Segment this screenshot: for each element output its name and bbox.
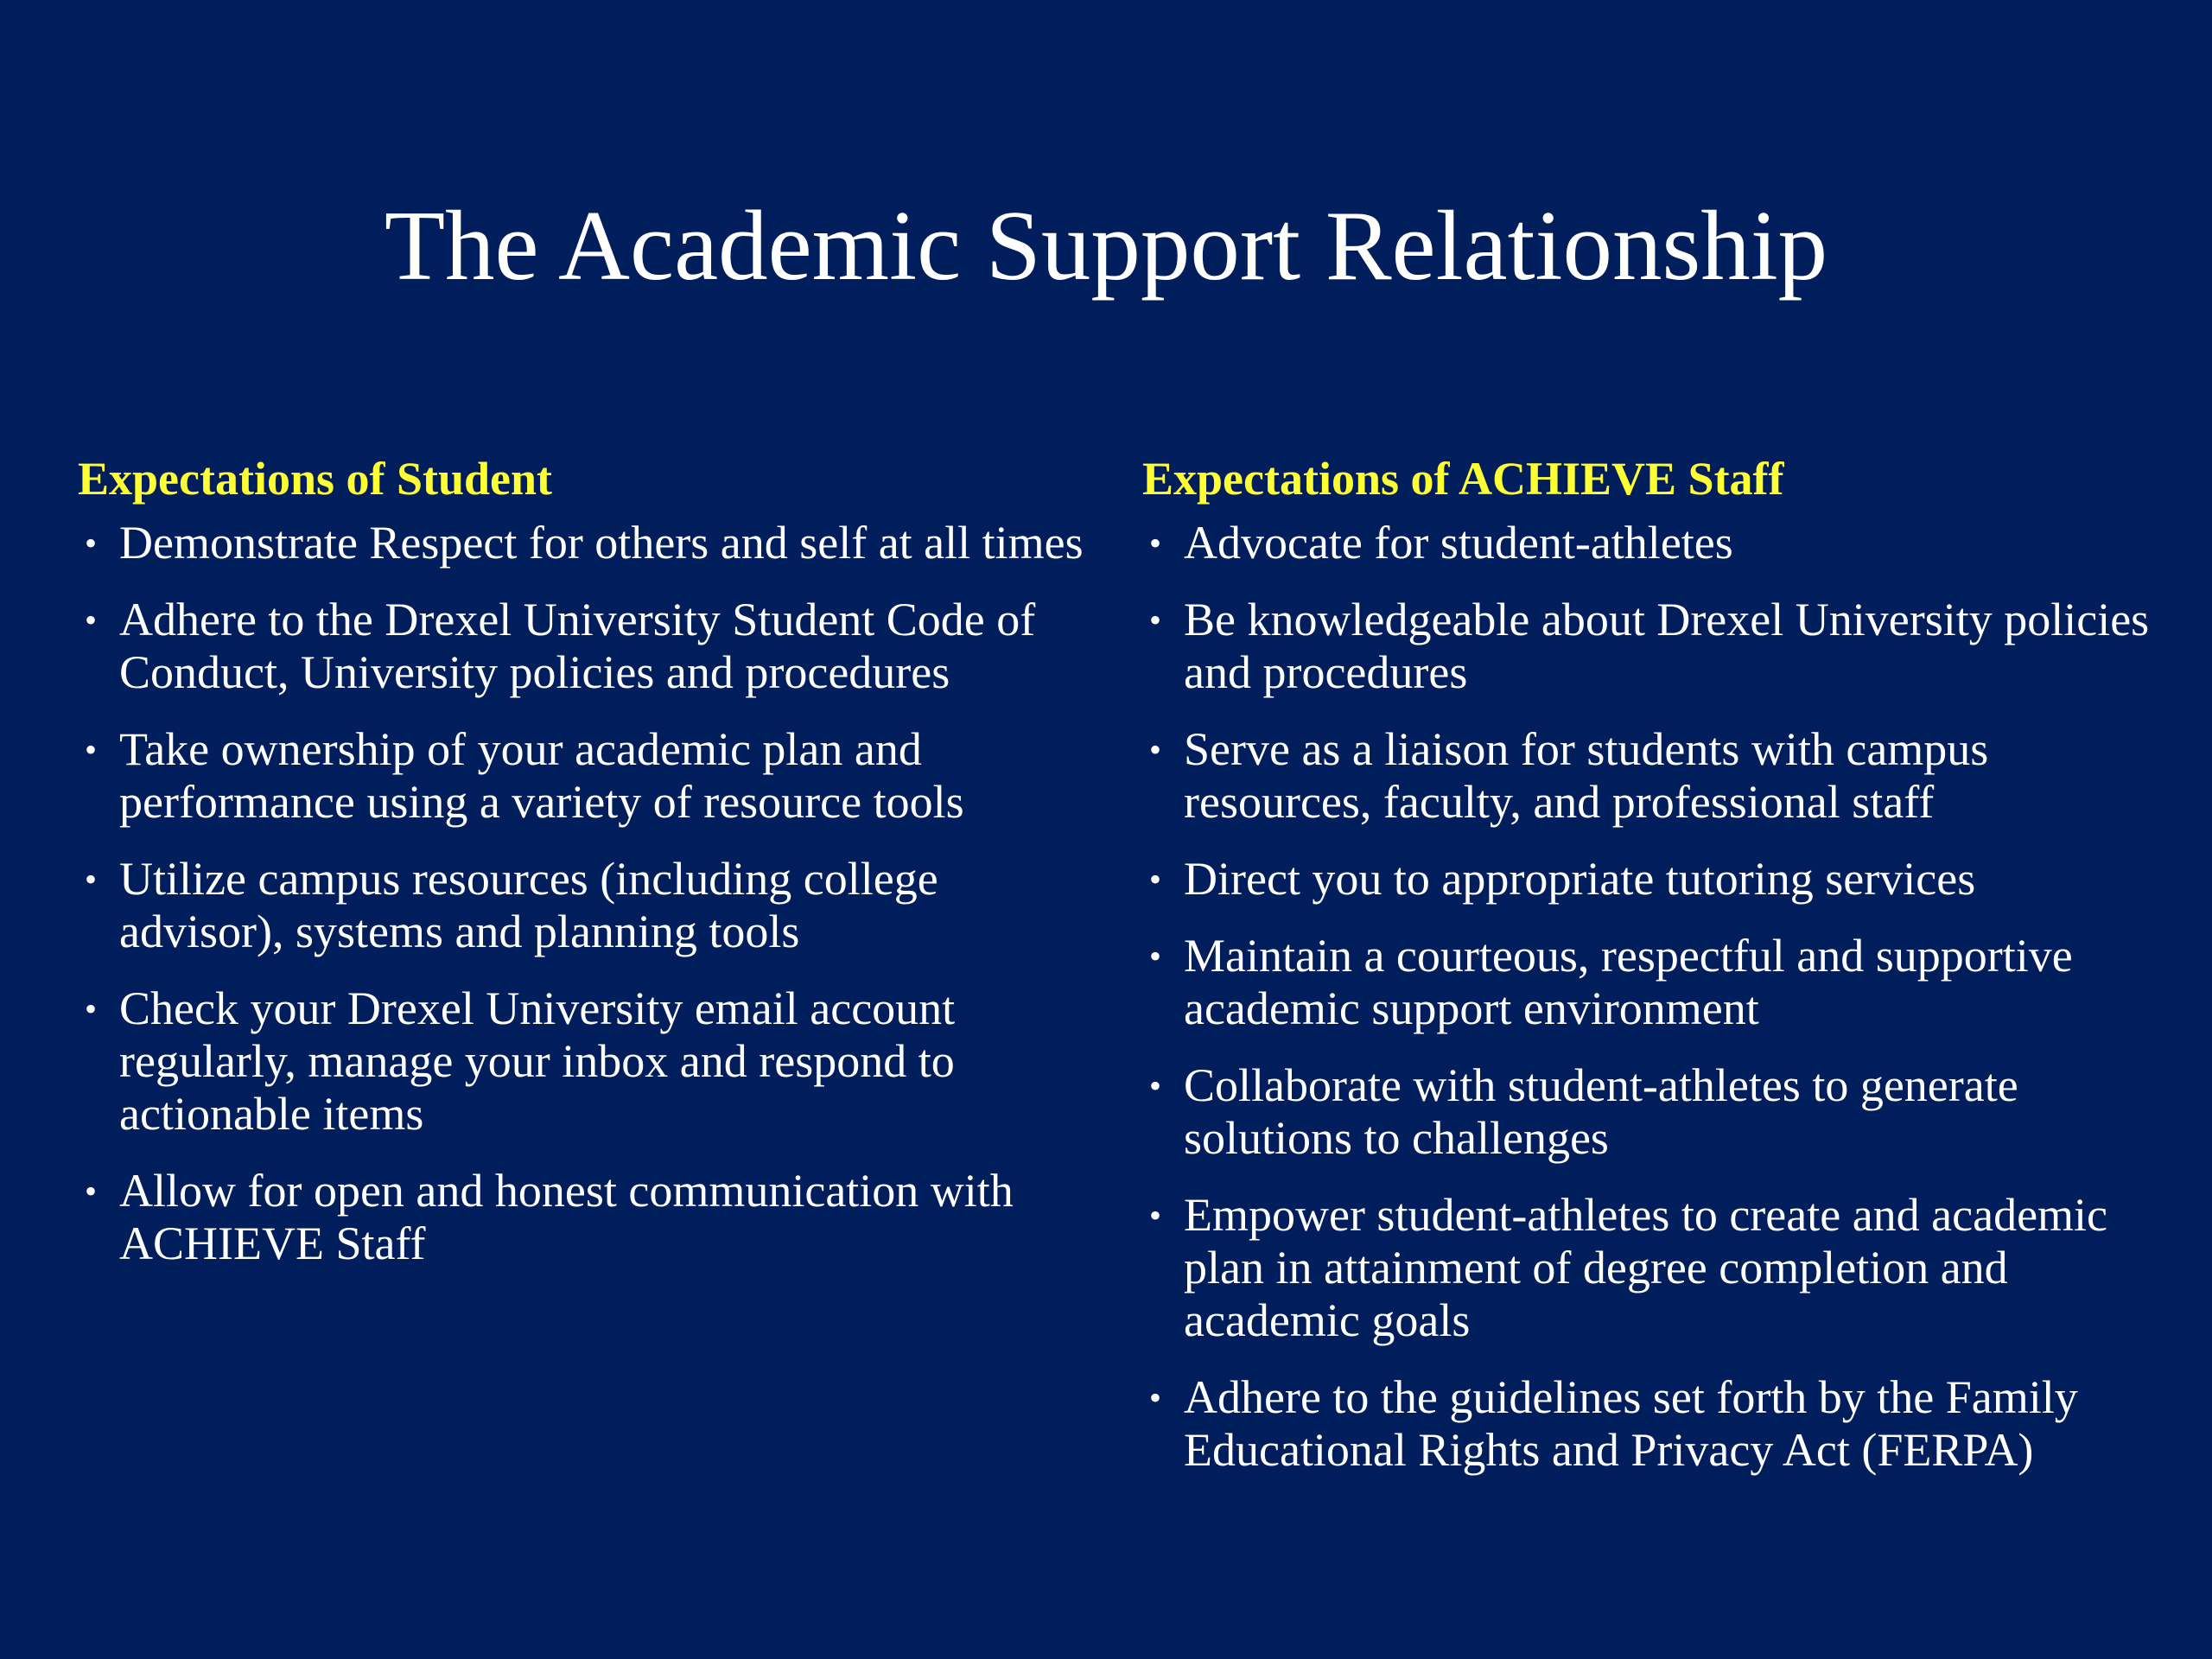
list-item-text: Take ownership of your academic plan and performance using a variety of resource tools bbox=[119, 723, 964, 828]
list-item bbox=[1142, 853, 2162, 906]
bullet-icon: • bbox=[1148, 1196, 1161, 1235]
bullet-icon: • bbox=[84, 601, 97, 639]
bullet-icon: • bbox=[84, 1172, 97, 1211]
list-item bbox=[78, 982, 1097, 1141]
slide-title: The Academic Support Relationship bbox=[384, 191, 1828, 301]
list-item bbox=[1142, 930, 2162, 1035]
bullet-icon: • bbox=[84, 860, 97, 899]
list-item bbox=[1142, 1189, 2162, 1347]
bullet-icon: • bbox=[1148, 860, 1161, 899]
bullet-icon: • bbox=[1148, 937, 1161, 976]
bullet-icon: • bbox=[1148, 1378, 1161, 1417]
bullet-icon: • bbox=[84, 730, 97, 769]
list-item-text: Serve as a liaison for students with campus resources, faculty, and professional staff bbox=[1184, 723, 1989, 828]
list-item bbox=[1142, 517, 2162, 569]
student-expectations-column bbox=[78, 448, 1097, 1294]
staff-expectations-column bbox=[1142, 448, 2162, 1501]
bullet-icon: • bbox=[84, 989, 97, 1028]
bullet-icon: • bbox=[1148, 730, 1161, 769]
list-item bbox=[78, 1165, 1097, 1270]
student-expectations-heading: Expectations of Student bbox=[78, 453, 553, 505]
staff-expectations-heading: Expectations of ACHIEVE Staff bbox=[1142, 453, 1784, 505]
list-item-text: Advocate for student-athletes bbox=[1184, 517, 1733, 569]
list-item bbox=[1142, 1059, 2162, 1165]
list-item-text: Allow for open and honest communication with ACHIEVE Staff bbox=[119, 1165, 1014, 1269]
list-item-text: Maintain a courteous, respectful and supportive academic support environment bbox=[1184, 930, 2073, 1034]
list-item bbox=[78, 594, 1097, 699]
list-item-text: Be knowledgeable about Drexel University policies and procedures bbox=[1184, 594, 2150, 698]
list-item-text: Demonstrate Respect for others and self at all times bbox=[119, 517, 1084, 569]
list-item bbox=[1142, 723, 2162, 829]
list-item bbox=[78, 723, 1097, 829]
list-item-text: Collaborate with student-athletes to generate solutions to challenges bbox=[1184, 1059, 2018, 1164]
list-item-text: Adhere to the Drexel University Student Code of Conduct, University policies and procedures bbox=[119, 594, 1036, 698]
list-item-text: Check your Drexel University email account regularly, manage your inbox and respond to actionable items bbox=[119, 982, 956, 1140]
bullet-icon: • bbox=[1148, 524, 1161, 563]
list-item bbox=[1142, 594, 2162, 699]
list-item-text: Empower student-athletes to create and academic plan in attainment of degree completion and academic goals bbox=[1184, 1189, 2108, 1346]
bullet-icon: • bbox=[1148, 601, 1161, 639]
list-item-text: Adhere to the guidelines set forth by the Family Educational Rights and Privacy Act (FERPA) bbox=[1184, 1371, 2078, 1476]
student-expectations-list bbox=[78, 517, 1097, 1270]
list-item bbox=[1142, 1371, 2162, 1477]
bullet-icon: • bbox=[1148, 1066, 1161, 1105]
list-item-text: Direct you to appropriate tutoring services bbox=[1184, 853, 1976, 905]
list-item bbox=[78, 853, 1097, 958]
list-item-text: Utilize campus resources (including college advisor), systems and planning tools bbox=[119, 853, 938, 957]
list-item bbox=[78, 517, 1097, 569]
bullet-icon: • bbox=[84, 524, 97, 563]
staff-expectations-list bbox=[1142, 517, 2162, 1477]
